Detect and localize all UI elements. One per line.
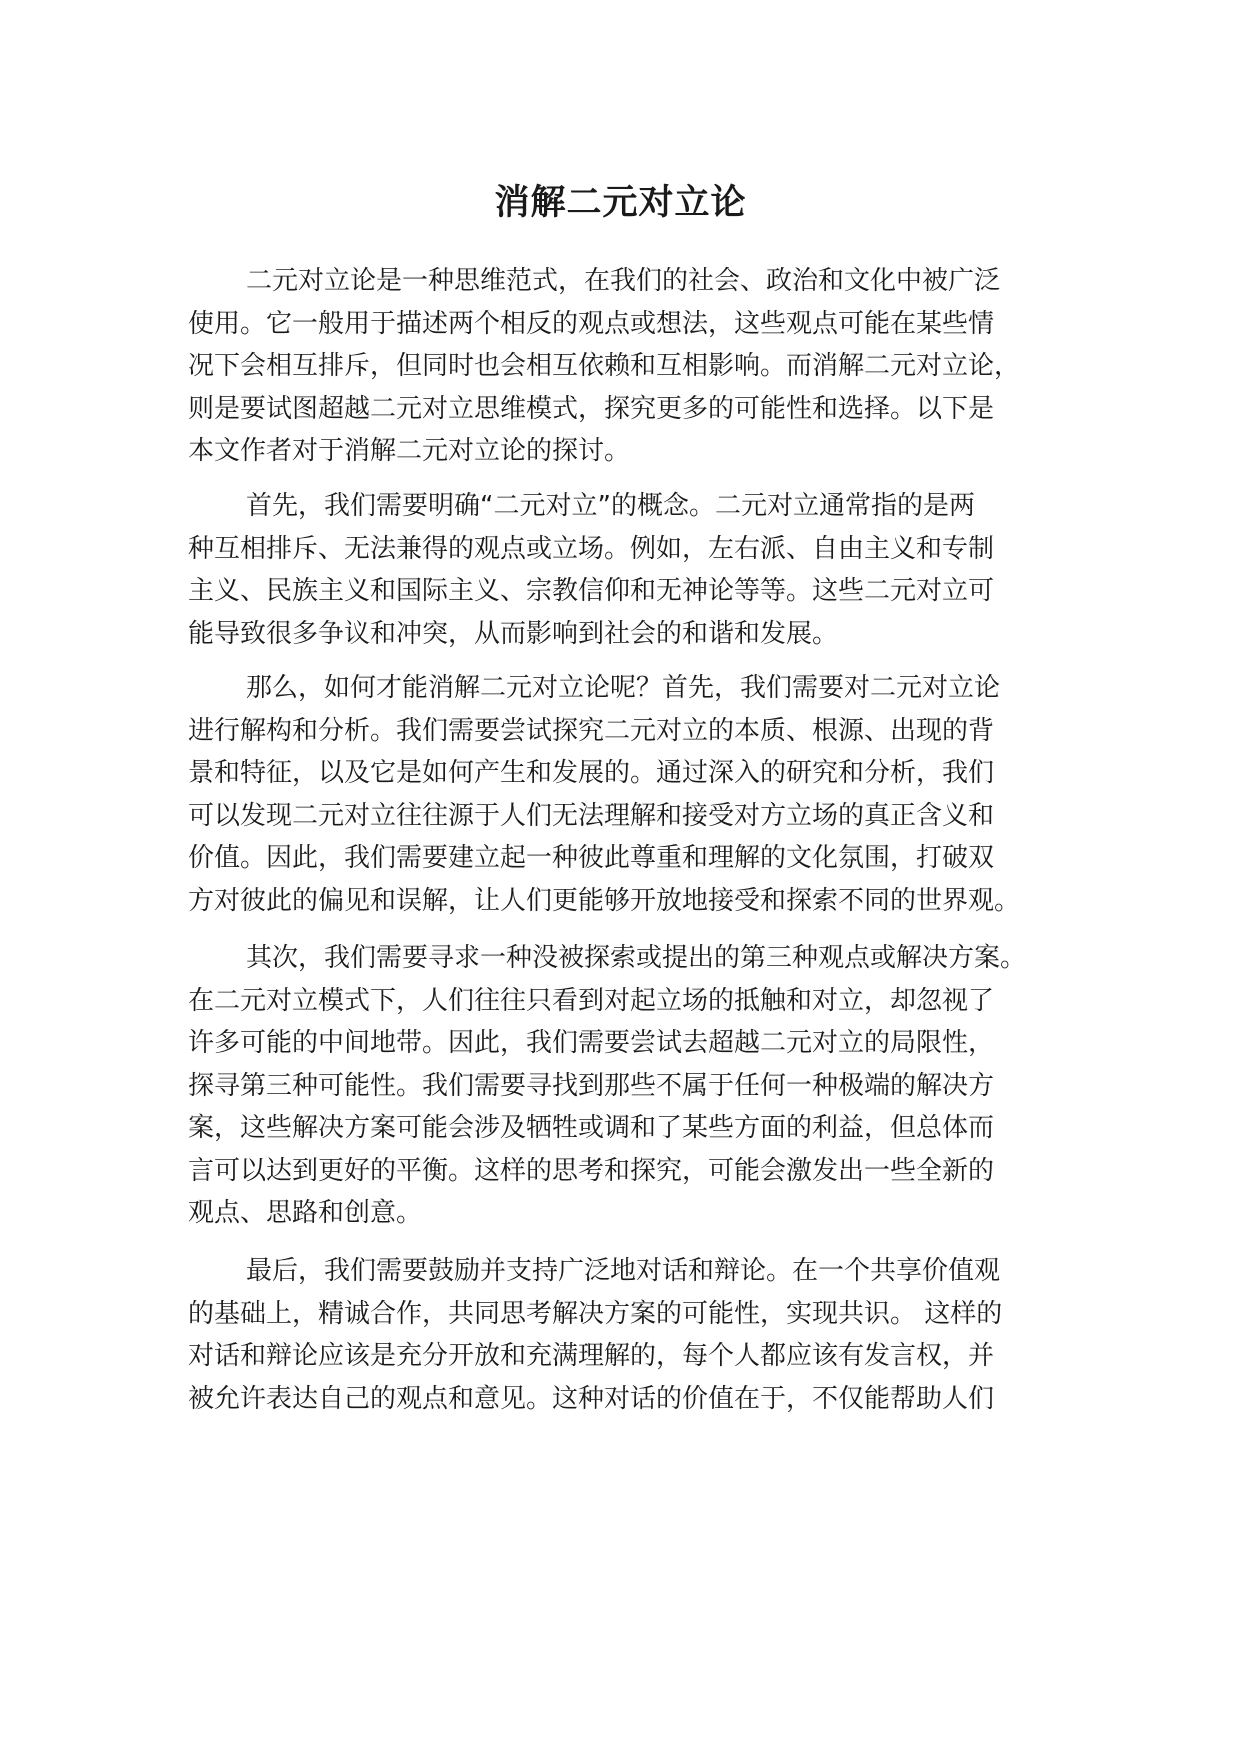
paragraph-3 [188,667,1088,922]
text-line: 许多可能的中间地带。因此，我们需要尝试去超越二元对立的局限性， [188,1028,995,1058]
text-line: 案，这些解决方案可能会涉及牺牲或调和了某些方面的利益，但总体而 [188,1113,995,1143]
text-line: 探寻第三种可能性。我们需要寻找到那些不属于任何一种极端的解决方 [188,1070,995,1101]
text-line: 则是要试图超越二元对立思维模式，探究更多的可能性和选择。以下是 [188,393,995,424]
text-line: 的基础上，精诚合作，共同思考解决方案的可能性，实现共识。 这样的 [188,1298,1003,1329]
page-title: 消解二元对立论 [494,183,747,223]
text-line: 最后，我们需要鼓励并支持广泛地对话和辩论。在一个共享价值观 [246,1256,1001,1286]
text-line: 那么，如何才能消解二元对立论呢？首先，我们需要对二元对立论 [246,673,1001,703]
text-line: 首先，我们需要明确“二元对立”的概念。二元对立通常指的是两 [246,491,975,521]
text-line: 景和特征，以及它是如何产生和发展的。通过深入的研究和分析，我们 [188,758,995,788]
text-line: 能导致很多争议和冲突，从而影响到社会的和谐和发展。 [188,618,839,649]
text-line: 种互相排斥、无法兼得的观点或立场。例如，左右派、自由主义和专制 [188,533,995,564]
text-line: 进行解构和分析。我们需要尝试探究二元对立的本质、根源、出现的背 [188,715,995,746]
text-line: 可以发现二元对立往往源于人们无法理解和接受对方立场的真正含义和 [188,800,995,831]
text-line: 方对彼此的偏见和误解，让人们更能够开放地接受和探索不同的世界观。 [188,885,1021,916]
text-line: 二元对立论是一种思维范式，在我们的社会、政治和文化中被广泛 [246,266,1001,296]
text-line: 况下会相互排斥，但同时也会相互依赖和互相影响。而消解二元对立论， [188,351,1021,381]
paragraph-2 [188,485,1088,655]
text-line: 对话和辩论应该是充分开放和充满理解的，每个人都应该有发言权，并 [188,1341,995,1371]
text-line: 使用。它一般用于描述两个相反的观点或想法，这些观点可能在某些情 [188,308,995,339]
text-line: 其次，我们需要寻求一种没被探索或提出的第三种观点或解决方案。 [246,943,1027,973]
text-line: 观点、思路和创意。 [188,1198,423,1228]
text-line: 在二元对立模式下，人们往往只看到对起立场的抵触和对立，却忽视了 [188,985,995,1016]
text-line: 主义、民族主义和国际主义、宗教信仰和无神论等等。这些二元对立可 [188,576,995,606]
text-line: 被允许表达自己的观点和意见。这种对话的价值在于，不仅能帮助人们 [188,1383,995,1414]
text-line: 本文作者对于消解二元对立论的探讨。 [188,436,631,466]
text-line: 言可以达到更好的平衡。这样的思考和探究，可能会激发出一些全新的 [188,1155,995,1186]
paragraph-4 [188,937,1088,1235]
paragraph-1 [188,260,1088,473]
paragraph-5 [188,1250,1088,1420]
text-line: 价值。因此，我们需要建立起一种彼此尊重和理解的文化氛围，打破双 [188,843,995,873]
